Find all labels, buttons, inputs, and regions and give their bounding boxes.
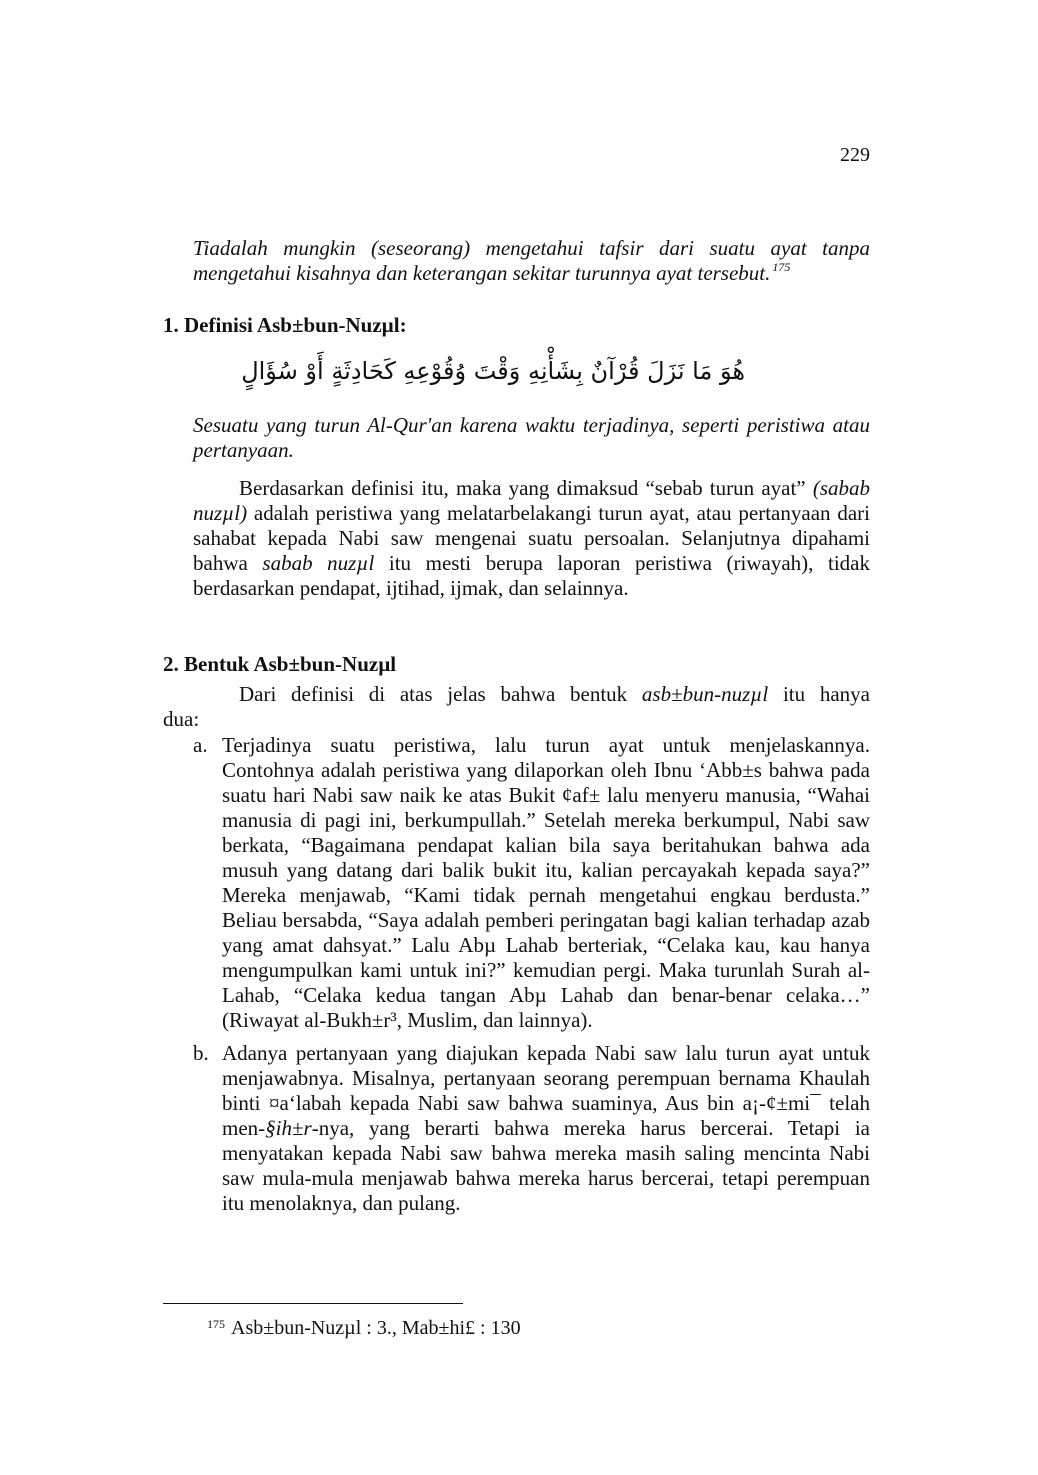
list-item-b-text-2: -nya, yang berarti bahwa mereka harus bercerai. Tetapi ia menyatakan kepada Nabi saw bahwa mereka masih saling mencinta Nabi saw mula-mula menjawab bahwa mereka harus bercerai, tetapi perempuan itu menolaknya, dan pulang. <box>222 1116 870 1215</box>
list-marker-b: b. <box>193 1041 209 1065</box>
intro-text-2: itu hanya <box>768 682 871 706</box>
footnote-divider <box>163 1303 463 1304</box>
intro-text-1: Dari definisi di atas jelas bahwa bentuk <box>239 682 642 706</box>
section-2-intro <box>239 682 870 707</box>
list-item-a-text: Terjadinya suatu peristiwa, lalu turun ayat untuk menjelaskannya. Contohnya adalah peristiwa yang dilaporkan oleh Ibnu ‘Abb±s bahwa pada suatu hari Nabi saw naik ke atas Bukit ¢af± lalu menyeru manusia, “Wahai manusia di pagi ini, berkumpullah.” Setelah mereka berkumpul, Nabi saw berkata, “Bagaimana pendapat kalian bila saya beritahukan bahwa ada musuh yang datang dari balik bukit itu, kalian percayakah kepada saya?” Mereka menjawab, “Kami tidak pernah mengetahui engkau berdusta.” Beliau bersabda, “Saya adalah pemberi peringatan bagi kalian terhadap azab yang amat dahsyat.” Lalu Abµ Lahab berteriak, “Celaka kau, kau hanya mengumpulkan kami untuk ini?” kemudian pergi. Maka turunlah Surah al-Lahab, “Celaka kedua tangan Abµ Lahab dan benar-benar celaka…” (Riwayat al-Bukh±r³, Muslim, dan lainnya). <box>222 733 870 1032</box>
paragraph-text-1: Berdasarkan definisi itu, maka yang dimaksud “sebab turun ayat” <box>239 476 813 500</box>
section-1-heading: 1. Definisi Asb±bun-Nuzµl: <box>163 313 407 337</box>
arabic-definition: هُوَ مَا نَزَلَ قُرْآنٌ بِشَأْنِهِ وَقْتَ وُقُوْعِهِ كَحَادِثَةٍ أَوْ سُؤَالٍ <box>241 357 745 385</box>
list-item-b-text-1: Adanya pertanyaan yang diajukan kepada Nabi saw lalu turun ayat untuk menjawabnya. Misalnya, pertanyaan seorang perempuan bernama Khaulah binti ¤a‘labah kepada Nabi saw bahwa suaminya, Aus bin a¡-¢±mi¯ telah men- <box>222 1041 870 1140</box>
definition-translation: Sesuatu yang turun Al-Qur'an karena waktu terjadinya, seperti peristiwa atau pertanyaan. <box>193 413 870 462</box>
page-number: 229 <box>840 144 870 166</box>
footnote-number: 175 <box>207 1317 225 1331</box>
footnote-text: Asb±bun-Nuzµl : 3., Mab±hi£ : 130 <box>231 1317 521 1339</box>
asbab-forms-list <box>193 733 870 1216</box>
list-item-b <box>193 1041 870 1216</box>
footnote <box>207 1316 521 1340</box>
list-item-b-italic-term: §ih±r <box>265 1116 312 1140</box>
paragraph-text-3: itu mesti berupa laporan peristiwa (riwayah), tidak berdasarkan pendapat, ijtihad, ijmak, dan selainnya. <box>193 551 871 600</box>
section-2-heading: 2. Bentuk Asb±bun-Nuzµl <box>163 652 397 676</box>
paragraph-italic-term-1: (sabab nuzµl) <box>193 476 870 525</box>
paragraph-italic-term-2: sabab nuzµl <box>262 551 375 575</box>
quote-translation <box>193 236 870 286</box>
quote-translation-text: Tiadalah mungkin (seseorang) mengetahui tafsir dari suatu ayat tanpa mengetahui kisahnya dan keterangan sekitar turunnya ayat tersebut. <box>193 236 870 285</box>
list-item-a <box>193 733 870 1033</box>
section-2-intro-continued: dua: <box>163 707 200 731</box>
definition-paragraph <box>193 476 870 601</box>
list-marker-a: a. <box>193 733 208 757</box>
paragraph-text-2: adalah peristiwa yang melatarbelakangi turun ayat, atau pertanyaan dari sahabat kepada Nabi saw mengenai suatu persoalan. Selanjutnya dipahami bahwa <box>193 501 870 575</box>
intro-italic-term: asb±bun-nuzµl <box>641 682 769 706</box>
footnote-reference: 175 <box>772 260 791 274</box>
